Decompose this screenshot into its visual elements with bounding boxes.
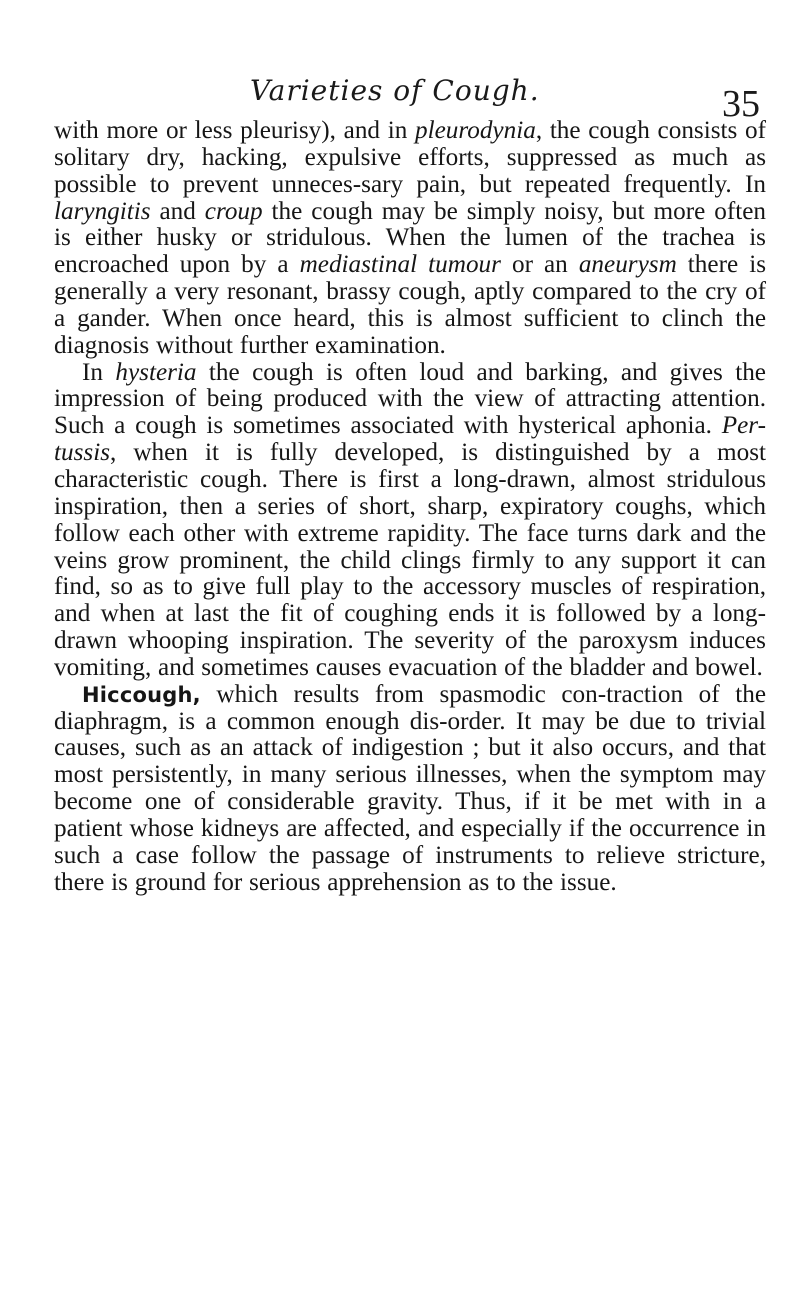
paragraph-hysteria: In hysteria the cough is often loud and barking, and gives the impression of being produced with the view of attracting attention. Such a cough is sometimes associated with hysterical aphonia. Per-tussis, when it is fully developed, is distinguished by a most characteristic cough. There is first a long-drawn, almost stridulous inspiration, then a series of short, sharp, expiratory coughs, which follow each other with extreme rapidity. The face turns dark and the veins grow prominent, the child clings firmly to any support it can find, so as to give full play to the accessory muscles of respiration, and when at last the fit of coughing ends it is followed by a long-drawn whooping inspiration. The severity of the paroxysm induces vomiting, and sometimes causes evacuation of the bladder and bowel.: [54, 358, 766, 681]
page-header: [100, 68, 760, 125]
paragraph-hiccough: Hiccough, which results from spasmodic con-traction of the diaphragm, is a common enough dis-order. It may be due to trivial causes, such as an attack of indigestion ; but it also occurs, and that most persistently, in many serious illnesses, when the symptom may become one of considerable gravity. Thus, if it be met with in a patient whose kidneys are affected, and especially if the occurrence in such a case follow the passage of instruments to relieve stricture, there is ground for serious apprehension as to the issue.: [54, 680, 766, 896]
running-title: Varieties of Cough.: [250, 74, 540, 107]
paragraph-pleurodynia: with more or less pleurisy), and in pleurodynia, the cough consists of solitary dry, hacking, expulsive efforts, suppressed as much as possible to prevent unneces-sary pain, but repeated frequently. In laryngitis and croup the cough may be simply noisy, but more often is either husky or stridulous. When the lumen of the trachea is encroached upon by a mediastinal tumour or an aneurysm there is generally a very resonant, brassy cough, aptly compared to the cry of a gander. When once heard, this is almost sufficient to clinch the diagnosis without further examination.: [54, 117, 766, 359]
run-in-heading: Hiccough,: [82, 682, 201, 707]
body-text: [54, 118, 766, 896]
page-number: 35: [722, 83, 760, 125]
